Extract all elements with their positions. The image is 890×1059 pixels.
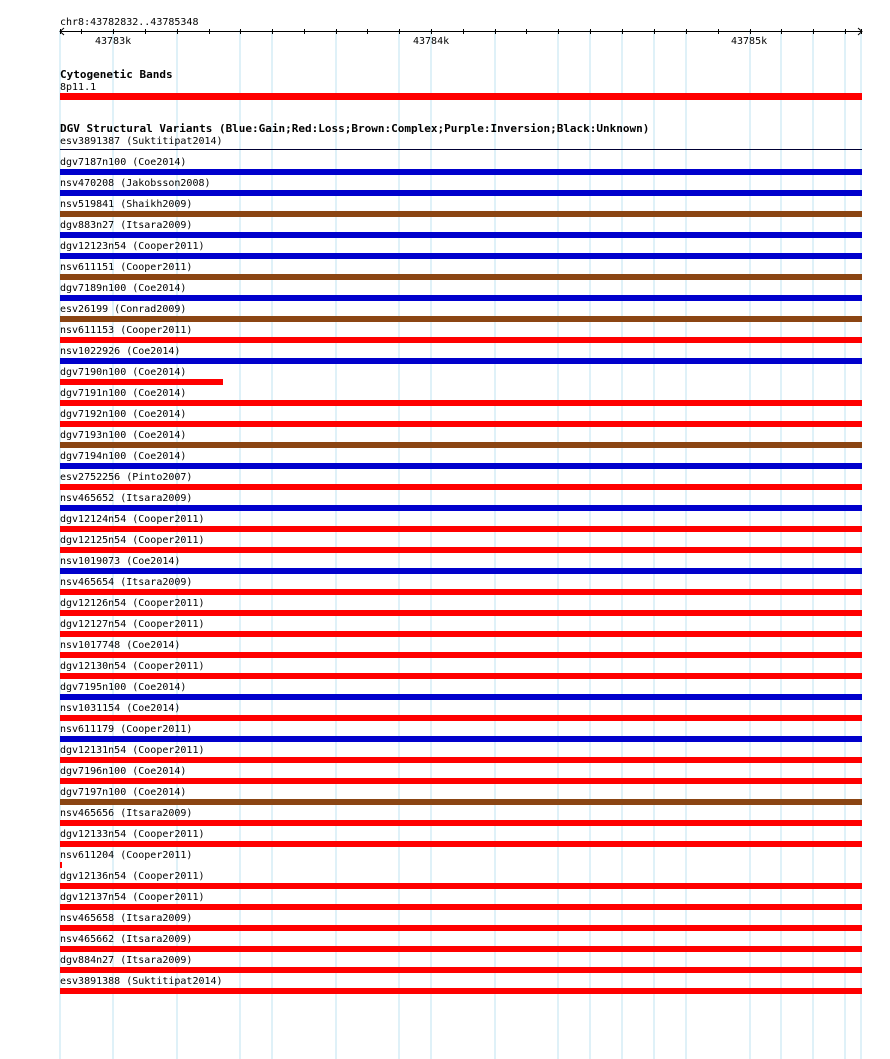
dgv-feature-bar[interactable] <box>60 169 862 175</box>
dgv-feature-label[interactable]: nsv1017748 (Coe2014) <box>60 640 181 651</box>
dgv-feature-bar[interactable] <box>60 421 862 427</box>
dgv-feature-label[interactable]: esv3891387 (Suktitipat2014) <box>60 136 223 147</box>
dgv-feature-label[interactable]: dgv12126n54 (Cooper2011) <box>60 598 205 609</box>
dgv-feature-bar[interactable] <box>60 820 862 826</box>
dgv-feature-bar[interactable] <box>60 799 862 805</box>
dgv-feature-label[interactable]: dgv12130n54 (Cooper2011) <box>60 661 205 672</box>
dgv-feature-label[interactable]: nsv465658 (Itsara2009) <box>60 913 193 924</box>
dgv-feature-label[interactable]: dgv12136n54 (Cooper2011) <box>60 871 205 882</box>
dgv-feature-label[interactable]: dgv12125n54 (Cooper2011) <box>60 535 205 546</box>
dgv-feature-bar[interactable] <box>60 337 862 343</box>
dgv-feature-bar[interactable] <box>60 400 862 406</box>
dgv-feature-bar[interactable] <box>60 379 223 385</box>
dgv-feature-bar[interactable] <box>60 673 862 679</box>
dgv-track-title: DGV Structural Variants (Blue:Gain;Red:Loss;Brown:Complex;Purple:Inversion;Black:Unknown) <box>60 122 650 135</box>
ruler-axis <box>60 28 862 35</box>
dgv-feature-bar[interactable] <box>60 757 862 763</box>
dgv-feature-bar[interactable] <box>60 526 862 532</box>
dgv-feature-label[interactable]: dgv12123n54 (Cooper2011) <box>60 241 205 252</box>
dgv-feature-label[interactable]: dgv7195n100 (Coe2014) <box>60 682 187 693</box>
dgv-feature-list <box>60 136 862 994</box>
dgv-feature-label[interactable]: dgv7196n100 (Coe2014) <box>60 766 187 777</box>
dgv-feature-label[interactable]: dgv7192n100 (Coe2014) <box>60 409 187 420</box>
dgv-feature-label[interactable]: nsv465652 (Itsara2009) <box>60 493 193 504</box>
dgv-feature-bar[interactable] <box>60 463 862 469</box>
dgv-feature-bar[interactable] <box>60 547 862 553</box>
dgv-feature-label[interactable]: dgv7187n100 (Coe2014) <box>60 157 187 168</box>
dgv-feature-bar[interactable] <box>60 253 862 259</box>
dgv-feature-bar[interactable] <box>60 883 862 889</box>
cytoband-bar[interactable] <box>60 93 862 100</box>
dgv-feature-label[interactable]: dgv7189n100 (Coe2014) <box>60 283 187 294</box>
dgv-feature-label[interactable]: nsv611179 (Cooper2011) <box>60 724 193 735</box>
dgv-feature-bar[interactable] <box>60 610 862 616</box>
dgv-feature-label[interactable]: dgv12127n54 (Cooper2011) <box>60 619 205 630</box>
dgv-feature-bar[interactable] <box>60 988 862 994</box>
dgv-feature-label[interactable]: dgv7197n100 (Coe2014) <box>60 787 187 798</box>
dgv-feature-bar[interactable] <box>60 295 862 301</box>
dgv-feature-label[interactable]: dgv7190n100 (Coe2014) <box>60 367 187 378</box>
dgv-feature-bar[interactable] <box>60 190 862 196</box>
dgv-feature-bar[interactable] <box>60 589 862 595</box>
dgv-feature-label[interactable]: dgv12133n54 (Cooper2011) <box>60 829 205 840</box>
cytoband-track-title: Cytogenetic Bands <box>60 68 173 81</box>
dgv-feature-bar[interactable] <box>60 232 862 238</box>
dgv-feature-label[interactable]: esv2752256 (Pinto2007) <box>60 472 193 483</box>
dgv-feature-label[interactable]: dgv12131n54 (Cooper2011) <box>60 745 205 756</box>
dgv-feature-bar[interactable] <box>60 568 862 574</box>
tick-label-2: 43784k <box>413 36 450 47</box>
dgv-feature-bar[interactable] <box>60 274 862 280</box>
region-label: chr8:43782832..43785348 <box>60 17 199 28</box>
dgv-feature-bar[interactable] <box>60 149 862 150</box>
tick-label-1: 43783k <box>95 36 132 47</box>
dgv-feature-label[interactable]: nsv1022926 (Coe2014) <box>60 346 181 357</box>
dgv-feature-label[interactable]: nsv611151 (Cooper2011) <box>60 262 193 273</box>
dgv-feature-bar[interactable] <box>60 946 862 952</box>
cytoband-label: 8p11.1 <box>60 82 97 93</box>
dgv-feature-label[interactable]: dgv7194n100 (Coe2014) <box>60 451 187 462</box>
dgv-feature-bar[interactable] <box>60 652 862 658</box>
dgv-feature-bar[interactable] <box>60 442 862 448</box>
dgv-feature-bar[interactable] <box>60 862 62 868</box>
dgv-feature-label[interactable]: dgv883n27 (Itsara2009) <box>60 220 193 231</box>
dgv-feature-bar[interactable] <box>60 967 862 973</box>
dgv-feature-bar[interactable] <box>60 484 862 490</box>
dgv-feature-label[interactable]: nsv519841 (Shaikh2009) <box>60 199 193 210</box>
dgv-feature-label[interactable]: dgv12137n54 (Cooper2011) <box>60 892 205 903</box>
dgv-feature-bar[interactable] <box>60 505 862 511</box>
dgv-feature-label[interactable]: esv26199 (Conrad2009) <box>60 304 187 315</box>
dgv-feature-label[interactable]: nsv465654 (Itsara2009) <box>60 577 193 588</box>
dgv-feature-bar[interactable] <box>60 316 862 322</box>
dgv-feature-label[interactable]: nsv1019073 (Coe2014) <box>60 556 181 567</box>
dgv-feature-bar[interactable] <box>60 358 862 364</box>
dgv-feature-label[interactable]: nsv470208 (Jakobsson2008) <box>60 178 211 189</box>
dgv-feature-bar[interactable] <box>60 631 862 637</box>
dgv-feature-label[interactable]: dgv7193n100 (Coe2014) <box>60 430 187 441</box>
dgv-feature-bar[interactable] <box>60 715 862 721</box>
dgv-feature-label[interactable]: nsv611204 (Cooper2011) <box>60 850 193 861</box>
dgv-feature-label[interactable]: dgv884n27 (Itsara2009) <box>60 955 193 966</box>
dgv-feature-label[interactable]: nsv611153 (Cooper2011) <box>60 325 193 336</box>
tick-label-3: 43785k <box>731 36 768 47</box>
dgv-feature-label[interactable]: dgv7191n100 (Coe2014) <box>60 388 187 399</box>
dgv-feature-label[interactable]: nsv1031154 (Coe2014) <box>60 703 181 714</box>
dgv-feature-bar[interactable] <box>60 211 862 217</box>
dgv-feature-bar[interactable] <box>60 841 862 847</box>
dgv-feature-bar[interactable] <box>60 694 862 700</box>
dgv-feature-label[interactable]: dgv12124n54 (Cooper2011) <box>60 514 205 525</box>
dgv-feature-label[interactable]: nsv465662 (Itsara2009) <box>60 934 193 945</box>
dgv-feature-bar[interactable] <box>60 904 862 910</box>
dgv-feature-bar[interactable] <box>60 925 862 931</box>
dgv-feature-label[interactable]: esv3891388 (Suktitipat2014) <box>60 976 223 987</box>
dgv-feature-label[interactable]: nsv465656 (Itsara2009) <box>60 808 193 819</box>
dgv-feature-bar[interactable] <box>60 736 862 742</box>
dgv-feature-bar[interactable] <box>60 778 862 784</box>
